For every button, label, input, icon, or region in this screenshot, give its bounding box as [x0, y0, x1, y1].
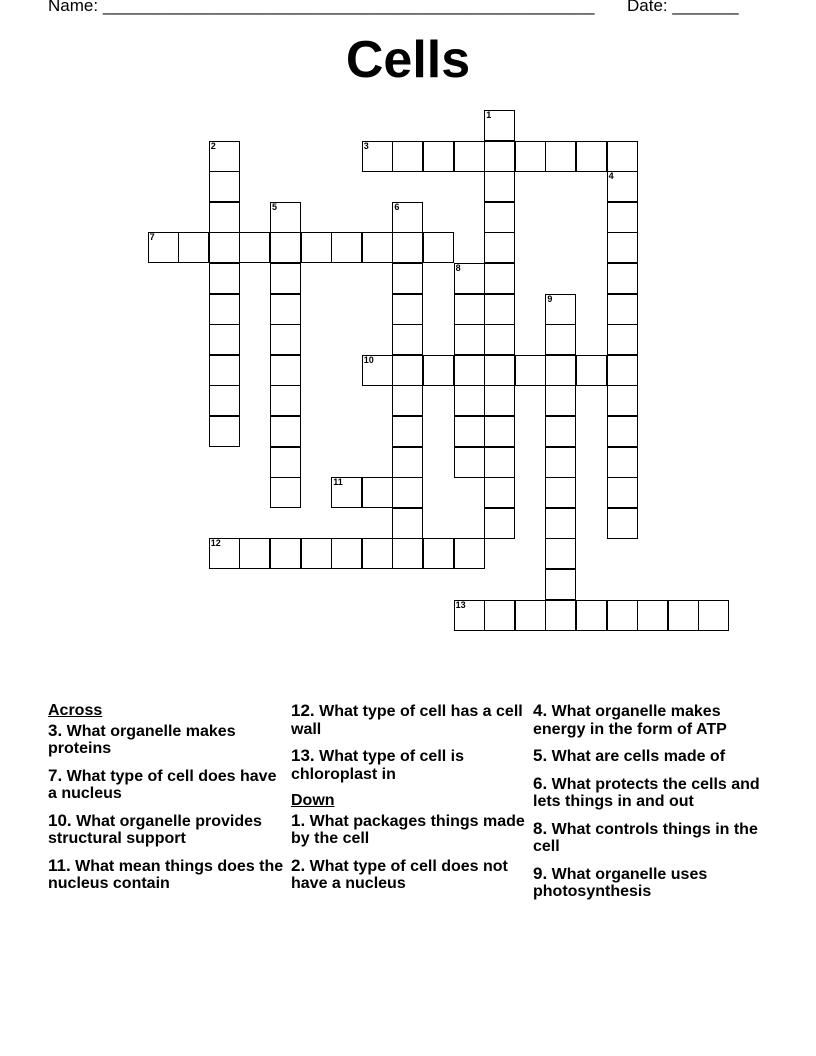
- grid-cell[interactable]: [270, 232, 301, 263]
- grid-cell[interactable]: [239, 538, 270, 569]
- grid-cell[interactable]: [209, 324, 240, 355]
- grid-cell[interactable]: [515, 141, 546, 172]
- grid-cell[interactable]: [637, 600, 668, 631]
- grid-cell[interactable]: [454, 538, 485, 569]
- across-heading: Across: [48, 702, 103, 719]
- clues-column-1: [48, 702, 284, 902]
- grid-cell[interactable]: [148, 232, 179, 263]
- clue-across-13: 13. What type of cell is chloroplast in: [291, 746, 465, 783]
- grid-cell[interactable]: [423, 355, 454, 386]
- grid-cell[interactable]: [484, 263, 515, 294]
- grid-cell[interactable]: [392, 538, 423, 569]
- grid-cell[interactable]: [515, 355, 546, 386]
- grid-cell[interactable]: [515, 600, 546, 631]
- grid-cell[interactable]: [392, 294, 423, 325]
- grid-cell[interactable]: [270, 294, 301, 325]
- grid-cell[interactable]: [484, 477, 515, 508]
- grid-cell[interactable]: [209, 416, 240, 447]
- grid-cell[interactable]: [545, 447, 576, 478]
- grid-cell[interactable]: [545, 416, 576, 447]
- grid-cell[interactable]: [209, 263, 240, 294]
- grid-cell[interactable]: [209, 538, 240, 569]
- grid-cell[interactable]: [239, 232, 270, 263]
- clue-down-8: 8. What controls things in the cell: [533, 818, 758, 855]
- grid-cell[interactable]: [209, 355, 240, 386]
- grid-cell[interactable]: [454, 385, 485, 416]
- grid-cell[interactable]: [607, 508, 638, 539]
- grid-cell[interactable]: [607, 324, 638, 355]
- grid-cell[interactable]: [392, 447, 423, 478]
- grid-cell[interactable]: [423, 141, 454, 172]
- clue-down-1: 1. What packages things made by the cell: [291, 810, 525, 847]
- grid-cell[interactable]: [484, 232, 515, 263]
- grid-cell[interactable]: [484, 202, 515, 233]
- grid-cell[interactable]: [392, 385, 423, 416]
- clue-across-11: 11. What mean things does the nucleus contain: [48, 855, 284, 892]
- grid-cell[interactable]: [392, 508, 423, 539]
- grid-cell[interactable]: [545, 355, 576, 386]
- grid-cell[interactable]: [545, 324, 576, 355]
- grid-cell[interactable]: [392, 324, 423, 355]
- grid-cell[interactable]: [484, 324, 515, 355]
- grid-cell[interactable]: [576, 355, 607, 386]
- grid-cell[interactable]: [454, 294, 485, 325]
- grid-cell[interactable]: [270, 385, 301, 416]
- grid-cell[interactable]: [362, 141, 393, 172]
- clues-column-2: [291, 702, 527, 902]
- grid-cell[interactable]: [545, 569, 576, 600]
- grid-cell[interactable]: [392, 232, 423, 263]
- grid-cell[interactable]: [698, 600, 729, 631]
- grid-cell[interactable]: [484, 141, 515, 172]
- clue-number: 1: [486, 110, 492, 120]
- grid-cell[interactable]: [607, 141, 638, 172]
- grid-cell[interactable]: [545, 600, 576, 631]
- clue-number: 13: [455, 599, 466, 610]
- grid-cell[interactable]: [607, 263, 638, 294]
- clue-down-5: 5. What are cells made of: [533, 746, 726, 765]
- grid-cell[interactable]: [454, 447, 485, 478]
- grid-cell[interactable]: [484, 294, 515, 325]
- clue-number: 2: [210, 140, 216, 151]
- grid-cell[interactable]: [484, 171, 515, 202]
- grid-cell[interactable]: [607, 600, 638, 631]
- grid-cell[interactable]: [331, 232, 362, 263]
- grid-cell[interactable]: [545, 538, 576, 569]
- clue-number: 6: [394, 201, 400, 212]
- clue-number: 10: [363, 354, 374, 365]
- clue-number: 12: [210, 538, 221, 549]
- grid-cell[interactable]: [270, 477, 301, 508]
- page-title: Cells: [345, 31, 471, 89]
- grid-cell[interactable]: [362, 355, 393, 386]
- grid-cell[interactable]: [454, 324, 485, 355]
- clue-down-6: 6. What protects the cells and lets things in and out: [533, 773, 760, 810]
- clue-number: 5: [272, 201, 278, 212]
- grid-cell[interactable]: [301, 538, 332, 569]
- grid-cell[interactable]: [454, 263, 485, 294]
- grid-cell[interactable]: [668, 600, 699, 631]
- grid-cell[interactable]: [484, 385, 515, 416]
- name-line[interactable]: ____________________________________________________: [102, 0, 595, 15]
- clue-number: 9: [547, 293, 553, 304]
- grid-cell[interactable]: [270, 324, 301, 355]
- grid-cell[interactable]: [392, 477, 423, 508]
- grid-cell[interactable]: [484, 447, 515, 478]
- grid-cell[interactable]: [484, 355, 515, 386]
- clues-column-3: [533, 702, 769, 910]
- grid-cell[interactable]: [392, 202, 423, 233]
- grid-cell[interactable]: [454, 355, 485, 386]
- grid-cell[interactable]: [545, 477, 576, 508]
- grid-cell[interactable]: [607, 294, 638, 325]
- grid-cell[interactable]: [545, 385, 576, 416]
- grid-cell[interactable]: [607, 416, 638, 447]
- clue-across-10: 10. What organelle provides structural support: [48, 810, 262, 847]
- clue-number: 8: [455, 263, 461, 273]
- grid-cell[interactable]: [484, 600, 515, 631]
- clue-down-2: 2. What type of cell does not have a nucleus: [291, 855, 508, 892]
- grid-cell[interactable]: [607, 477, 638, 508]
- grid-cell[interactable]: [209, 294, 240, 325]
- grid-cell[interactable]: [454, 416, 485, 447]
- date-label: Date:: [627, 0, 668, 15]
- grid-cell[interactable]: [392, 355, 423, 386]
- grid-cell[interactable]: [209, 171, 240, 202]
- clue-number: 3: [363, 140, 369, 151]
- grid-cell[interactable]: [362, 477, 393, 508]
- clue-down-4: 4. What organelle makes energy in the form of ATP: [533, 701, 727, 738]
- grid-cell[interactable]: [607, 232, 638, 263]
- grid-cell[interactable]: [607, 355, 638, 386]
- grid-cell[interactable]: [607, 447, 638, 478]
- grid-cell[interactable]: [209, 202, 240, 233]
- grid-cell[interactable]: [270, 447, 301, 478]
- grid-cell[interactable]: [423, 232, 454, 263]
- grid-cell[interactable]: [392, 416, 423, 447]
- grid-cell[interactable]: [270, 263, 301, 294]
- grid-cell[interactable]: [607, 202, 638, 233]
- clue-number: 4: [608, 171, 614, 182]
- date-line[interactable]: _______: [672, 0, 739, 15]
- grid-cell[interactable]: [607, 385, 638, 416]
- grid-cell[interactable]: [270, 538, 301, 569]
- grid-cell[interactable]: [545, 508, 576, 539]
- grid-cell[interactable]: [270, 355, 301, 386]
- grid-cell[interactable]: [484, 416, 515, 447]
- grid-cell[interactable]: [362, 538, 393, 569]
- grid-cell[interactable]: [301, 232, 332, 263]
- clue-across-7: 7. What type of cell does have a nucleus: [48, 765, 277, 802]
- clue-across-12: 12. What type of cell has a cell wall: [291, 701, 523, 738]
- clue-number: 11: [333, 477, 343, 488]
- grid-cell[interactable]: [362, 232, 393, 263]
- name-label: Name:: [48, 0, 99, 15]
- clue-down-9: 9. What organelle uses photosynthesis: [533, 863, 708, 900]
- grid-cell[interactable]: [392, 263, 423, 294]
- grid-cell[interactable]: [454, 600, 485, 631]
- grid-cell[interactable]: [545, 294, 576, 325]
- clue-number: 7: [149, 232, 155, 243]
- grid-cell[interactable]: [607, 171, 638, 202]
- clue-across-3: 3. What organelle makes proteins: [48, 720, 236, 757]
- grid-cell[interactable]: [270, 416, 301, 447]
- grid-cell[interactable]: [209, 232, 240, 263]
- grid-cell[interactable]: [331, 477, 362, 508]
- grid-cell[interactable]: [423, 538, 454, 569]
- grid-cell[interactable]: [484, 110, 515, 141]
- down-heading: Down: [291, 792, 335, 809]
- grid-cell[interactable]: [331, 538, 362, 569]
- grid-cell[interactable]: [484, 508, 515, 539]
- grid-cell[interactable]: [392, 141, 423, 172]
- grid-cell[interactable]: [209, 385, 240, 416]
- grid-cell[interactable]: [576, 600, 607, 631]
- grid-cell[interactable]: [576, 141, 607, 172]
- grid-cell[interactable]: [270, 202, 301, 233]
- grid-cell[interactable]: [545, 141, 576, 172]
- grid-cell[interactable]: [209, 141, 240, 172]
- grid-cell[interactable]: [454, 141, 485, 172]
- grid-cell[interactable]: [178, 232, 209, 263]
